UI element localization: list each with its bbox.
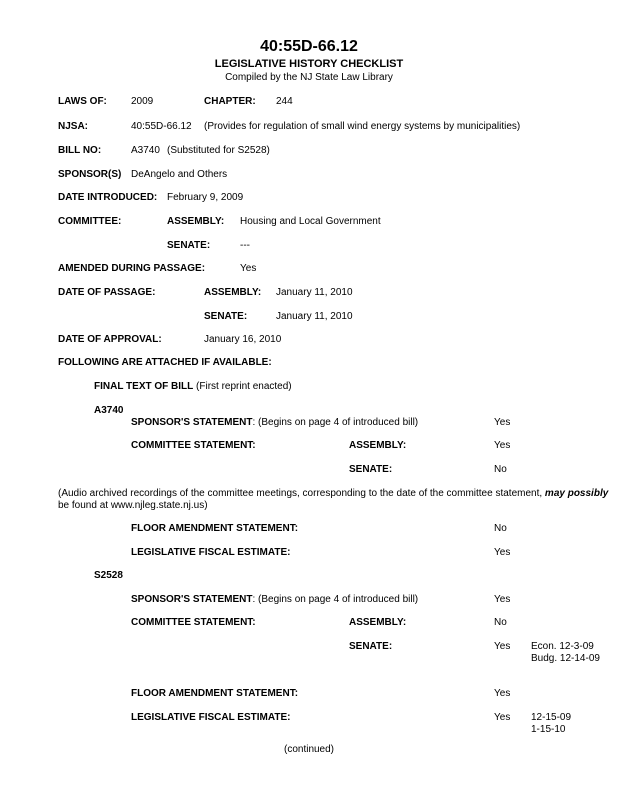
s2528-sponsor-label: SPONSOR'S STATEMENT	[131, 594, 253, 605]
a3740-sponsor-label: SPONSOR'S STATEMENT	[131, 417, 253, 428]
laws-of-label: LAWS OF:	[58, 96, 107, 107]
a3740-committee-label: COMMITTEE STATEMENT:	[131, 440, 256, 451]
final-text-label: FINAL TEXT OF BILL	[94, 381, 194, 392]
passage-assembly-value: January 11, 2010	[276, 287, 353, 298]
s2528-floor-value: Yes	[494, 688, 511, 699]
passage-senate-value: January 11, 2010	[276, 311, 353, 322]
a3740-committee-assembly-value: Yes	[494, 440, 511, 451]
committee-senate-label: SENATE:	[167, 240, 211, 251]
a3740-floor-label: FLOOR AMENDMENT STATEMENT:	[131, 523, 299, 534]
a3740-fiscal-value: Yes	[494, 547, 511, 558]
s2528-committee-assembly-value: No	[494, 617, 507, 628]
audio-note-text: (Audio archived recordings of the committee meetings, corresponding to the date of the committee statement,	[58, 488, 545, 499]
s2528-sponsor-value: Yes	[494, 594, 511, 605]
s2528-fiscal-note1: 12-15-09	[531, 712, 572, 723]
bill-no-label: BILL NO:	[58, 145, 102, 156]
date-of-passage-label: DATE OF PASSAGE:	[58, 287, 156, 298]
chapter-value: 244	[276, 96, 293, 107]
sponsors-value: DeAngelo and Others	[131, 169, 228, 180]
s2528-committee-senate-value: Yes	[494, 641, 511, 652]
s2528-committee-assembly-label: ASSEMBLY:	[349, 617, 407, 628]
final-text-row	[94, 381, 292, 393]
a3740-committee-assembly-label: ASSEMBLY:	[349, 440, 407, 451]
a3740-sponsor-row	[131, 417, 418, 429]
s2528-sponsor-note: : (Begins on page 4 of introduced bill)	[252, 594, 419, 605]
s2528-committee-senate-note1: Econ. 12-3-09	[531, 641, 594, 652]
a3740-sponsor-note: : (Begins on page 4 of introduced bill)	[252, 417, 419, 428]
compiled-by: Compiled by the NJ State Law Library	[225, 72, 393, 83]
njsa-value: 40:55D-66.12	[131, 121, 192, 132]
audio-note-emphasis: may possibly	[544, 488, 609, 499]
committee-label: COMMITTEE:	[58, 216, 122, 227]
checklist-subtitle: LEGISLATIVE HISTORY CHECKLIST	[214, 58, 404, 70]
s2528-sponsor-row	[131, 594, 418, 606]
following-label: FOLLOWING ARE ATTACHED IF AVAILABLE:	[58, 357, 272, 368]
committee-assembly-value: Housing and Local Government	[240, 216, 381, 227]
date-introduced-value: February 9, 2009	[167, 192, 244, 203]
continued-note: (continued)	[283, 744, 335, 755]
final-text-note: (First reprint enacted)	[196, 381, 292, 392]
a3740-label: A3740	[94, 405, 124, 416]
committee-senate-value: ---	[240, 240, 250, 251]
s2528-fiscal-note2: 1-15-10	[531, 724, 566, 735]
bill-no-note: (Substituted for S2528)	[167, 145, 270, 156]
date-introduced-label: DATE INTRODUCED:	[58, 192, 158, 203]
a3740-committee-senate-label: SENATE:	[349, 464, 393, 475]
njsa-description: (Provides for regulation of small wind energy systems by municipalities)	[204, 121, 521, 132]
date-of-approval-label: DATE OF APPROVAL:	[58, 334, 162, 345]
a3740-floor-value: No	[494, 523, 507, 534]
bill-no-value: A3740	[131, 145, 160, 156]
amended-label: AMENDED DURING PASSAGE:	[58, 263, 206, 274]
chapter-label: CHAPTER:	[204, 96, 256, 107]
page-title: 40:55D-66.12	[260, 38, 358, 55]
audio-note-line1	[58, 488, 608, 500]
amended-value: Yes	[240, 263, 257, 274]
s2528-committee-senate-note2: Budg. 12-14-09	[531, 653, 600, 664]
a3740-sponsor-value: Yes	[494, 417, 511, 428]
njsa-label: NJSA:	[58, 121, 89, 132]
s2528-committee-senate-label: SENATE:	[349, 641, 393, 652]
s2528-floor-label: FLOOR AMENDMENT STATEMENT:	[131, 688, 299, 699]
date-of-approval-value: January 16, 2010	[204, 334, 282, 345]
sponsors-label: SPONSOR(S)	[58, 169, 122, 180]
passage-assembly-label: ASSEMBLY:	[204, 287, 262, 298]
laws-of-value: 2009	[131, 96, 154, 107]
s2528-label: S2528	[94, 570, 123, 581]
s2528-committee-label: COMMITTEE STATEMENT:	[131, 617, 256, 628]
a3740-committee-senate-value: No	[494, 464, 507, 475]
s2528-fiscal-label: LEGISLATIVE FISCAL ESTIMATE:	[131, 712, 291, 723]
passage-senate-label: SENATE:	[204, 311, 248, 322]
a3740-fiscal-label: LEGISLATIVE FISCAL ESTIMATE:	[131, 547, 291, 558]
s2528-fiscal-value: Yes	[494, 712, 511, 723]
committee-assembly-label: ASSEMBLY:	[167, 216, 225, 227]
audio-note-line2: be found at www.njleg.state.nj.us)	[58, 500, 208, 511]
